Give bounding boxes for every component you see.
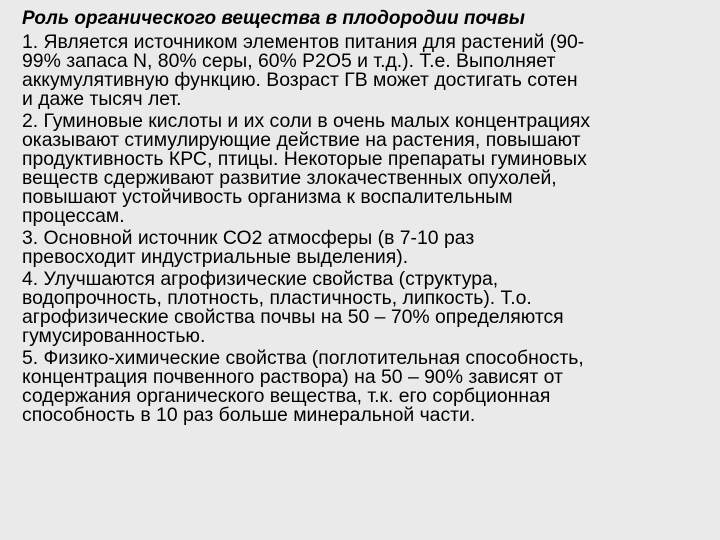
list-item-5 — [22, 349, 710, 425]
text-line: превосходит индустриальные выделения). — [22, 246, 409, 268]
text-line: веществ сдерживают развитие злокачественных опухолей, — [22, 167, 557, 189]
text-line: оказывают стимулирующие действие на растения, повышают — [22, 129, 581, 151]
text-line: 99% запаса N, 80% серы, 60% Р2О5 и т.д.). Т.е. Выполняет — [22, 50, 556, 72]
text-line: повышают устойчивость организма к воспалительным — [22, 186, 513, 208]
list-item-2 — [22, 112, 710, 226]
text-line: концентрация почвенного раствора) на 50 – 90% зависят от — [22, 366, 563, 388]
slide-title: Роль органического вещества в плодородии почвы — [22, 8, 525, 29]
text-line: водопрочность, плотность, пластичность, липкость). Т.о. — [22, 287, 532, 309]
text-line: и даже тысяч лет. — [22, 88, 182, 110]
text-line: 3. Основной источник СО2 атмосферы (в 7-10 раз — [22, 227, 475, 249]
text-line: гумусированностью. — [22, 325, 206, 347]
text-line: 2. Гуминовые кислоты и их соли в очень малых концентрациях — [22, 110, 591, 132]
text-line: способность в 10 раз больше минеральной части. — [22, 404, 476, 426]
list-item-3 — [22, 229, 710, 267]
text-line: 1. Является источником элементов питания для растений (90- — [22, 31, 585, 53]
text-line: продуктивность КРС, птицы. Некоторые препараты гуминовых — [22, 148, 587, 170]
list-item-1 — [22, 33, 710, 109]
text-line: процессам. — [22, 205, 125, 227]
text-line: агрофизические свойства почвы на 50 – 70% определяются — [22, 306, 564, 328]
text-line: аккумулятивную функцию. Возраст ГВ может достигать сотен — [22, 69, 578, 91]
text-line: содержания органического вещества, т.к. его сорбционная — [22, 385, 551, 407]
text-line: 5. Физико-химические свойства (поглотительная способность, — [22, 347, 584, 369]
list-item-4 — [22, 270, 710, 346]
text-line: 4. Улучшаются агрофизические свойства (структура, — [22, 268, 499, 290]
